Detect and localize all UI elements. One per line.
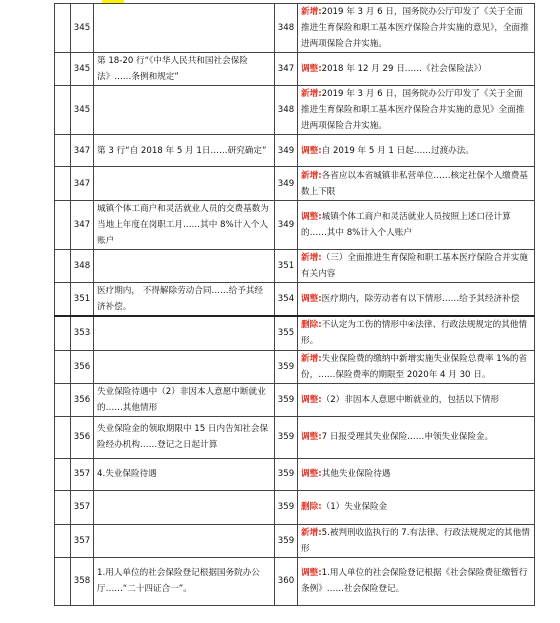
old-page-cell: 357 (71, 458, 94, 490)
change-text: （2）非因本人意愿中断就业的，包括以下情形 (321, 394, 499, 405)
margin-cell (55, 4, 71, 53)
new-page-cell: 347 (275, 53, 298, 86)
change-type-tag: 调整: (301, 294, 322, 304)
change-type-tag: 新增: (301, 253, 322, 263)
change-type-tag: 新增: (301, 353, 322, 364)
change-text: 不认定为工伤的情形中④法律、行政法规规定的其他情形。 (301, 320, 527, 347)
new-page-cell: 359 (275, 458, 298, 490)
revision-table-body (55, 4, 535, 606)
old-text-cell: 失业保险金的领取期限中 15 日内告知社会保险经办机构……登记之日起计算 (94, 416, 275, 458)
old-page-cell: 356 (71, 383, 94, 416)
margin-cell (55, 524, 71, 557)
new-page-cell: 349 (275, 167, 298, 201)
table-row (55, 201, 535, 250)
change-text: 医疗期内，除劳动者有以下情形……给予其经济补偿 (321, 294, 520, 304)
old-text-cell: 第 3 行“自 2018 年 5 月 1日……研究确定” (94, 135, 275, 167)
table-row (55, 416, 535, 458)
change-text: 5.被判刑收监执行的 7.有法律、行政法规规定的其他情形 (301, 527, 530, 554)
new-page-cell: 351 (275, 250, 298, 283)
new-page-cell: 359 (275, 490, 298, 524)
new-text-cell (298, 167, 535, 201)
new-text-cell (298, 86, 535, 135)
new-page-cell: 349 (275, 135, 298, 167)
change-type-tag: 调整: (301, 212, 322, 222)
new-page-cell: 360 (275, 557, 298, 605)
old-page-cell: 356 (71, 416, 94, 458)
new-page-cell: 349 (275, 201, 298, 250)
table-row (55, 316, 535, 350)
new-page-cell: 359 (275, 524, 298, 557)
new-page-cell: 348 (275, 4, 298, 53)
new-text-cell (298, 416, 535, 458)
old-page-cell: 351 (71, 283, 94, 317)
old-page-cell: 348 (71, 250, 94, 283)
margin-cell (55, 316, 71, 350)
old-text-cell (94, 316, 275, 350)
new-page-cell: 359 (275, 383, 298, 416)
change-type-tag: 新增: (301, 7, 322, 17)
old-text-cell: 失业保险待遇中（2）非因本人意愿中断就业的……其他情形 (94, 383, 275, 416)
new-text-cell (298, 350, 535, 383)
new-page-cell: 348 (275, 86, 298, 135)
new-text-cell (298, 557, 535, 605)
old-page-cell: 353 (71, 316, 94, 350)
margin-cell (55, 201, 71, 250)
old-text-cell: 第 18-20 行“《中华人民共和国社会保险法》……条例和规定” (94, 53, 275, 86)
old-text-cell: 1.用人单位的社会保险登记根据国务院办公厅……“二十四证合一”。 (94, 557, 275, 605)
change-type-tag: 删除: (301, 502, 322, 512)
change-text: 2019 年 3 月 6 日，国务院办公厅印发了《关于全面推进生育保险和职工基本医疗保险合并实施的意见》全面推进两项保险合并实施。 (301, 89, 525, 131)
old-text-cell (94, 350, 275, 383)
new-page-cell: 355 (275, 316, 298, 350)
margin-cell (55, 383, 71, 416)
new-page-cell: 354 (275, 283, 298, 317)
margin-cell (55, 167, 71, 201)
table-row (55, 135, 535, 167)
margin-cell (55, 135, 71, 167)
change-type-tag: 新增: (301, 170, 322, 181)
old-page-cell: 347 (71, 201, 94, 250)
change-type-tag: 调整: (301, 145, 322, 156)
old-page-cell: 347 (71, 135, 94, 167)
margin-cell (55, 490, 71, 524)
change-text: 2018 年 12 月 29 日……《社会保险法》） (321, 64, 487, 74)
new-text-cell (298, 490, 535, 524)
table-row (55, 4, 535, 53)
change-text: （1）失业保险金 (321, 502, 388, 512)
margin-cell (55, 283, 71, 317)
change-text: 其他失业保险待遇 (321, 469, 391, 479)
old-text-cell (94, 4, 275, 53)
change-type-tag: 调整: (301, 394, 322, 405)
change-text: 失业保险费的缴纳中新增实施失业保险总费率 1%的省份，……保险费率的期限至 2020年 4 月 30 日。 (301, 353, 528, 380)
change-text: 城镇个体工商户和灵活就业人员按照上述口径计算的……其中 8%计入个人账户 (301, 212, 511, 238)
new-text-cell (298, 383, 535, 416)
new-text-cell (298, 4, 535, 53)
new-text-cell (298, 316, 535, 350)
new-text-cell (298, 250, 535, 283)
old-text-cell (94, 490, 275, 524)
table-row (55, 53, 535, 86)
table-row (55, 490, 535, 524)
old-page-cell: 356 (71, 350, 94, 383)
change-text: 2019 年 3 月 6 日，国务院办公厅印发了《关于全面推进生育保险和职工基本医疗保险合并实施的意见》，全面推进两项保险合并实施。 (301, 7, 529, 49)
table-row (55, 524, 535, 557)
change-type-tag: 调整: (301, 469, 322, 479)
change-text: 1.用人单位的社会保险登记根据《社会保险费征缴暂行条例》……社会保险登记。 (301, 568, 528, 594)
old-page-cell: 358 (71, 557, 94, 605)
change-type-tag: 调整: (301, 568, 322, 578)
new-page-cell: 359 (275, 416, 298, 458)
new-text-cell (298, 458, 535, 490)
old-text-cell (94, 524, 275, 557)
old-page-cell: 357 (71, 490, 94, 524)
old-text-cell (94, 167, 275, 201)
change-type-tag: 新增: (301, 89, 322, 99)
old-text-cell: 4.失业保险待遇 (94, 458, 275, 490)
new-text-cell (298, 135, 535, 167)
old-text-cell: 城镇个体工商户和灵活就业人员的交费基数为当地上年度在岗职工月……其中 8%计入个人账户 (94, 201, 275, 250)
table-row (55, 350, 535, 383)
change-text: （三）全面推进生育保险和职工基本医疗保险合并实施有关内容 (301, 253, 528, 279)
table-row (55, 250, 535, 283)
table-row (55, 86, 535, 135)
table-row (55, 167, 535, 201)
change-type-tag: 调整: (301, 432, 322, 442)
new-text-cell (298, 201, 535, 250)
old-text-cell (94, 86, 275, 135)
table-row (55, 283, 535, 317)
old-text-cell (94, 250, 275, 283)
old-page-cell: 347 (71, 167, 94, 201)
new-text-cell (298, 524, 535, 557)
old-page-cell: 345 (71, 86, 94, 135)
table-row (55, 458, 535, 490)
change-type-tag: 删除: (301, 320, 322, 331)
margin-cell (55, 86, 71, 135)
margin-cell (55, 250, 71, 283)
old-page-cell: 357 (71, 524, 94, 557)
change-text: 7 日报受理其失业保险……申领失业保险金。 (321, 432, 494, 442)
new-text-cell (298, 283, 535, 317)
margin-cell (55, 458, 71, 490)
change-text: 各省应以本省城镇非私营单位……核定社保个人缴费基数上下限 (301, 170, 528, 197)
new-text-cell (298, 53, 535, 86)
change-type-tag: 新增: (301, 527, 322, 538)
old-text-cell: 医疗期内， 不得解除劳动合同……给予其经济补偿。 (94, 283, 275, 317)
change-type-tag: 调整: (301, 64, 322, 74)
new-page-cell: 359 (275, 350, 298, 383)
table-row (55, 557, 535, 605)
margin-cell (55, 350, 71, 383)
table-row (55, 383, 535, 416)
old-page-cell: 345 (71, 4, 94, 53)
change-text: 自 2019 年 5 月 1 日起……过渡办法。 (321, 145, 474, 156)
margin-cell (55, 53, 71, 86)
revision-table (54, 3, 535, 606)
old-page-cell: 345 (71, 53, 94, 86)
margin-cell (55, 557, 71, 605)
margin-cell (55, 416, 71, 458)
